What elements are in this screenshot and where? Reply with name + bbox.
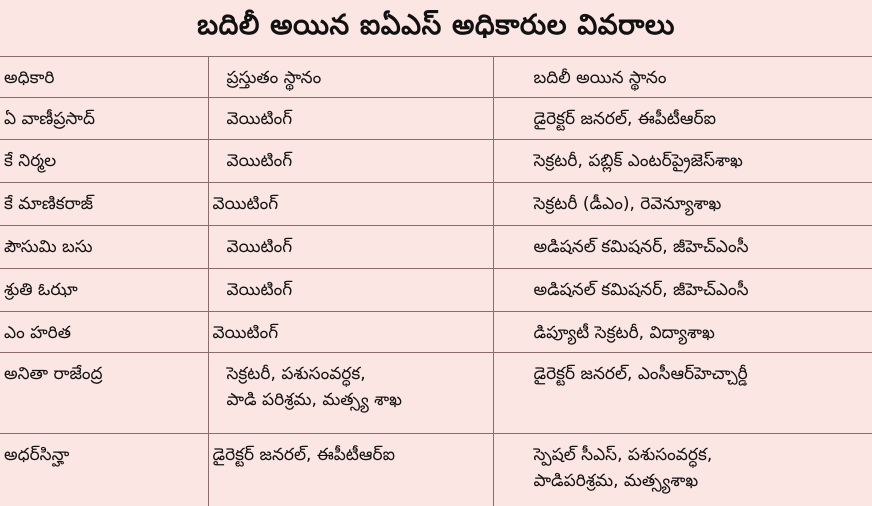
current-post-line: వెయిటింగ్‌	[227, 277, 493, 303]
title-bar	[0, 0, 872, 56]
table-header-row	[0, 57, 872, 98]
officer-cell: అధర్‌సిన్హా	[0, 434, 208, 506]
header-officer: అధికారి	[0, 57, 208, 98]
new-post-line: స్పెషల్‌ సీఎస్‌, పశుసంవర్ధక,	[534, 442, 872, 468]
new-post-cell	[493, 98, 872, 140]
new-post-cell	[493, 353, 872, 434]
current-post-cell	[208, 353, 493, 434]
current-post-cell	[208, 312, 493, 353]
current-post-line: వెయిటింగ్‌	[213, 191, 493, 217]
current-post-line: పాడి పరిశ్రమ, మత్స్య శాఖ	[227, 387, 493, 413]
new-post-line: పాడిపరిశ్రమ, మత్స్యశాఖ	[534, 468, 872, 494]
current-post-line: వెయిటింగ్‌	[227, 106, 493, 132]
table-row	[0, 434, 872, 506]
new-post-line: సెక్రటరీ (డీఎం), రెవెన్యూశాఖ	[534, 191, 872, 217]
current-post-line: వెయిటింగ్‌	[227, 234, 493, 260]
officer-cell: ఏ వాణీప్రసాద్‌	[0, 98, 208, 140]
header-new-post: బదిలీ అయిన స్థానం	[493, 57, 872, 98]
current-post-cell	[208, 226, 493, 269]
table-row	[0, 312, 872, 353]
header-current-post: ప్రస్తుతం స్థానం	[208, 57, 493, 98]
current-post-cell	[208, 434, 493, 506]
table-row	[0, 183, 872, 226]
new-post-line: అడిషనల్‌ కమిషనర్‌, జీహెచ్‌ఎంసీ	[534, 234, 872, 260]
officer-cell: అనితా రాజేంద్ర	[0, 353, 208, 434]
new-post-cell	[493, 269, 872, 312]
officer-cell: కే నిర్మల	[0, 140, 208, 183]
current-post-cell	[208, 269, 493, 312]
current-post-line: సెక్రటరీ, పశుసంవర్ధక,	[227, 361, 493, 387]
new-post-cell	[493, 140, 872, 183]
current-post-cell	[208, 183, 493, 226]
table-row	[0, 140, 872, 183]
new-post-cell	[493, 312, 872, 353]
new-post-cell	[493, 183, 872, 226]
table-row	[0, 98, 872, 140]
page-title: బదిలీ అయిన ఐఏఎస్‌ అధికారుల వివరాలు	[197, 8, 675, 48]
new-post-cell	[493, 434, 872, 506]
officer-cell: ఎం హరిత	[0, 312, 208, 353]
current-post-cell	[208, 140, 493, 183]
current-post-line: డైరెక్టర్‌ జనరల్‌, ఈపీటీఆర్‌ఐ	[213, 442, 493, 468]
current-post-line: వెయిటింగ్‌	[227, 148, 493, 174]
officer-cell: పౌసుమి బసు	[0, 226, 208, 269]
new-post-line: అడిషనల్‌ కమిషనర్‌, జీహెచ్‌ఎంసీ	[534, 277, 872, 303]
table-row	[0, 353, 872, 434]
new-post-cell	[493, 226, 872, 269]
new-post-line: సెక్రటరీ, పబ్లిక్‌ ఎంటర్‌ప్రైజెస్‌శాఖ	[534, 148, 872, 174]
officer-cell: శ్రుతి ఓఝా	[0, 269, 208, 312]
new-post-line: డిప్యూటీ సెక్రటరీ, విద్యాశాఖ	[534, 320, 872, 346]
current-post-line: వెయిటింగ్‌	[213, 320, 493, 346]
transfers-table	[0, 56, 872, 506]
new-post-line: డైరెక్టర్‌ జనరల్‌, ఈపీటీఆర్‌ఐ	[534, 106, 872, 132]
new-post-line: డైరెక్టర్‌ జనరల్‌, ఎంసీఆర్‌హెచ్చార్డీ	[534, 361, 872, 387]
table-row	[0, 269, 872, 312]
officer-cell: కే మాణిక‌రాజ్‌	[0, 183, 208, 226]
table-row	[0, 226, 872, 269]
current-post-cell	[208, 98, 493, 140]
